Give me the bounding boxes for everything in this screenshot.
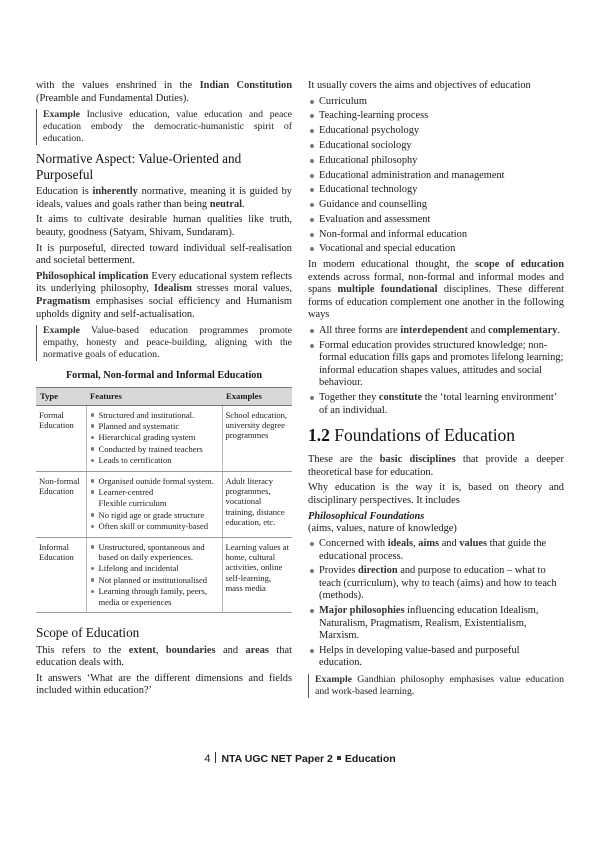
example-label: Example [43, 109, 81, 121]
feature-item: Structured and institutional. [90, 410, 219, 420]
features-cell [86, 405, 222, 471]
feature-item: Organised outside formal system. [90, 476, 219, 486]
list-item: Teaching-learning process [308, 110, 564, 123]
list-item: Helps in developing value-based and purposeful education. [308, 645, 564, 670]
page-footer [0, 752, 600, 765]
examples-cell: Learning values at home, cultural activities, online self-learning, mass media [222, 537, 292, 612]
feature-item: Planned and systematic [90, 421, 219, 431]
list-item: Guidance and counselling [308, 199, 564, 212]
type-cell: Informal Education [36, 537, 86, 612]
list-item: Educational psychology [308, 125, 564, 138]
table-row [36, 405, 292, 471]
normative-paragraph-1: Education is inherently normative, meaning it is guided by ideals, values and goals rather than being neutral. [36, 186, 292, 210]
examples-cell: School education, university degree programmes [222, 405, 292, 471]
type-cell: Non-formal Education [36, 471, 86, 537]
list-item: Educational sociology [308, 140, 564, 153]
table-row [36, 537, 292, 612]
scope-areas-list [308, 96, 564, 256]
right-column [308, 80, 564, 704]
list-item: Educational technology [308, 184, 564, 197]
scope-heading: Scope of Education [36, 625, 140, 641]
table-row [36, 471, 292, 537]
header-type: Type [36, 388, 86, 405]
section-title: Foundations of Education [329, 425, 516, 446]
philosophical-foundations-subtitle: (aims, values, nature of knowledge) [308, 522, 457, 534]
feature-item: Unstructured, spontaneous and based on daily experiences. [90, 542, 219, 563]
feature-item: Hierarchical grading system [90, 432, 219, 442]
book-title: NTA UGC NET Paper 2 [221, 753, 333, 765]
list-item: Evaluation and assessment [308, 214, 564, 227]
footer-divider [215, 752, 216, 763]
page-content [36, 80, 564, 780]
feature-item: Not planned or institutionalised [90, 575, 219, 585]
list-item: Together they constitute the ‘total learning environment’ of an individual. [308, 392, 564, 417]
list-item: Non-formal and informal education [308, 229, 564, 242]
list-item: Educational philosophy [308, 155, 564, 168]
square-bullet-icon [337, 756, 341, 760]
feature-item: Flexible curriculum [98, 498, 167, 509]
section-number: 1.2 [308, 425, 330, 446]
complement-list [308, 325, 564, 417]
list-item: Provides direction and purpose to education – what to teach (curriculum), why to teach (aims) and how to teach (methods). [308, 565, 564, 603]
covers-paragraph: It usually covers the aims and objectives of education [308, 80, 531, 91]
header-features: Features [86, 388, 222, 405]
list-item: Major philosophies influencing education Idealism, Naturalism, Pragmatism, Realism, Existentialism, Marxism. [308, 605, 564, 643]
list-item: Curriculum [308, 96, 564, 109]
scope-paragraph-1: This refers to the extent, boundaries and areas that education deals with. [36, 644, 292, 669]
feature-item: Leads to certification [90, 455, 219, 465]
feature-item: Learning through family, peers, media or experiences [90, 586, 219, 607]
examples-cell: Adult literacy programmes, vocational training, distance education, etc. [222, 471, 292, 537]
list-item: Vocational and special education [308, 243, 564, 256]
normative-paragraph-3: It is purposeful, directed toward individual self-realisation and societal betterment. [36, 242, 292, 267]
features-cell [86, 471, 222, 537]
normative-paragraph-2: It aims to cultivate desirable human qualities like truth, beauty, goodness (Satyam, Shivam, Sundaram). [36, 214, 292, 238]
philosophical-list [308, 538, 564, 670]
list-item: Formal education provides structured knowledge; non-formal education fills gaps and promotes lifelong learning; informal education shapes values, attitudes and social behaviour. [308, 340, 564, 390]
philosophical-foundations-heading: Philosophical Foundations [308, 510, 425, 522]
subject-name: Education [344, 753, 396, 765]
features-cell [86, 537, 222, 612]
modern-thought-paragraph: In modern educational thought, the scope of education extends across formal, non-formal and informal modes and spans multiple foundational disciplines. These different forms of education complement one another in the following ways [308, 259, 564, 321]
type-cell: Formal Education [36, 405, 86, 471]
feature-item: No rigid age or grade structure [90, 510, 219, 520]
feature-item: Often skill or community-based [90, 521, 219, 531]
example-label: Example [315, 674, 353, 686]
section-heading [308, 425, 564, 446]
scope-paragraph-2: It answers ‘What are the different dimensions and fields included within education?’ [36, 672, 292, 697]
philosophical-implication-paragraph: Philosophical implication Every educational system reflects its underlying philosophy, Idealism stresses moral values, Pragmatism emphasises social efficiency and Humanism upholds dignity and self-actualisation. [36, 270, 292, 320]
feature-item: Learner-centred [90, 487, 219, 497]
feature-item: Lifelong and incidental [90, 563, 219, 573]
intro-paragraph: with the values enshrined in the Indian Constitution (Preamble and Fundamental Duties). [36, 80, 292, 104]
normative-heading: Normative Aspect: Value-Oriented and Purposeful [36, 151, 242, 182]
education-types-table [36, 387, 292, 613]
table-title: Formal, Non-formal and Informal Education [65, 370, 263, 382]
list-item: Concerned with ideals, aims and values that guide the educational process. [308, 538, 564, 563]
feature-item: Conducted by trained teachers [90, 444, 219, 454]
foundations-paragraph-1: These are the basic disciplines that provide a deeper theoretical base for education. [308, 454, 565, 478]
foundations-paragraph-2: Why education is the way it is, based on theory and disciplinary perspectives. It includes [308, 482, 564, 506]
list-item: All three forms are interdependent and complementary. [308, 325, 564, 338]
example-box: Example Inclusive education, value education and peace education embody the democratic-humanistic spirit of education. [36, 109, 292, 145]
table-header-row [36, 388, 292, 405]
example-box: Example Gandhian philosophy emphasises value education and work-based learning. [308, 674, 564, 698]
page-number: 4 [204, 753, 211, 765]
example-box: Example Value-based education programmes promote empathy, honesty and peace-building, aligning with the normative goals of education. [36, 325, 292, 361]
example-label: Example [43, 325, 81, 337]
left-column [36, 80, 292, 701]
list-item: Educational administration and management [308, 170, 564, 183]
header-examples: Examples [222, 388, 292, 405]
